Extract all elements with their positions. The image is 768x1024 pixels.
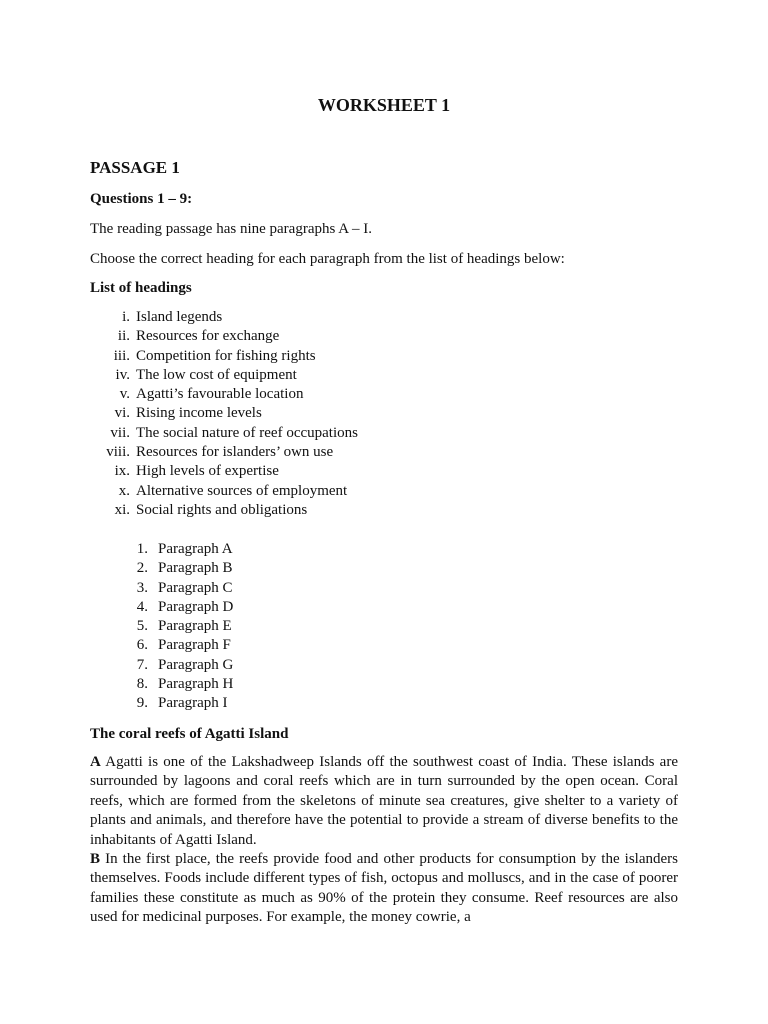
page-title: WORKSHEET 1 (317, 95, 451, 115)
heading-item (80, 347, 500, 366)
paragraph-body: In the first place, the reefs provide food and other products for consumption by the islanders themselves. Foods include different types of fish, octopus and molluscs, and in the case of poorer families these constitute as much as 90% of the protein they consume. Reef resources are also used for medicinal purposes. For example, the money cowrie, a (90, 851, 679, 926)
paragraph-item (120, 656, 420, 675)
paragraph-number: 2. (136, 560, 148, 577)
paragraph-item (120, 694, 420, 713)
paragraph-label: Paragraph C (158, 579, 233, 596)
heading-text: Rising income levels (136, 405, 262, 422)
passage-heading: PASSAGE 1 (90, 158, 180, 177)
intro-line-2: Choose the correct heading for each paragraph from the list of headings below: (90, 251, 565, 267)
paragraph-item (120, 675, 420, 694)
heading-numeral: iv. (115, 366, 130, 383)
questions-heading: Questions 1 – 9: (90, 191, 193, 207)
headings-list (80, 308, 500, 520)
heading-item (80, 404, 500, 423)
paragraph-label: Paragraph A (158, 541, 233, 557)
heading-text: Social rights and obligations (136, 501, 308, 518)
heading-item (80, 501, 500, 520)
paragraph-item (120, 636, 420, 655)
paragraph-list (120, 540, 420, 714)
heading-item (80, 424, 500, 443)
paragraph-letter: B (90, 851, 101, 867)
heading-text: The low cost of equipment (136, 366, 297, 383)
heading-numeral: ix. (114, 463, 130, 480)
heading-item (80, 385, 500, 404)
heading-text: Alternative sources of employment (136, 482, 348, 499)
paragraph-number: 7. (136, 656, 148, 673)
paragraph-letter: A (90, 754, 101, 770)
paragraph-label: Paragraph D (158, 598, 234, 615)
heading-item (80, 443, 500, 462)
intro-line-1: The reading passage has nine paragraphs A – I. (90, 221, 372, 237)
heading-numeral: vii. (110, 424, 130, 441)
heading-text: Agatti’s favourable location (136, 386, 304, 403)
paragraph-number: 5. (136, 618, 148, 635)
paragraph-label: Paragraph E (158, 618, 232, 635)
heading-numeral: x. (118, 482, 130, 499)
paragraph-item (120, 579, 420, 598)
paragraph-label: Paragraph G (158, 656, 234, 673)
heading-item (80, 482, 500, 501)
heading-item (80, 462, 500, 481)
paragraph-label: Paragraph I (158, 695, 228, 712)
heading-numeral: iii. (113, 347, 130, 364)
heading-item (80, 327, 500, 346)
paragraph-label: Paragraph H (158, 676, 234, 693)
paragraph-item (120, 559, 420, 578)
paragraph-number: 4. (136, 598, 148, 615)
heading-text: Competition for fishing rights (136, 347, 316, 364)
heading-numeral: v. (119, 386, 130, 403)
heading-numeral: ii. (117, 328, 130, 345)
heading-numeral: vi. (114, 405, 130, 422)
heading-item (80, 366, 500, 385)
heading-text: Resources for islanders’ own use (136, 444, 334, 461)
heading-text: Resources for exchange (136, 328, 280, 345)
paragraph-label: Paragraph F (158, 637, 231, 654)
paragraph-number: 9. (136, 695, 148, 712)
heading-text: The social nature of reef occupations (136, 424, 358, 441)
paragraph-item (120, 598, 420, 617)
heading-numeral: i. (122, 309, 130, 325)
paragraph-number: 8. (136, 676, 148, 693)
article-paragraph-b (90, 850, 678, 928)
paragraph-number: 3. (136, 579, 148, 596)
heading-text: Island legends (136, 309, 223, 325)
heading-item (80, 308, 500, 327)
heading-numeral: viii. (106, 444, 130, 461)
paragraph-item (120, 617, 420, 636)
paragraph-label: Paragraph B (158, 560, 233, 577)
paragraph-number: 1. (136, 541, 148, 557)
paragraph-item (120, 540, 420, 559)
heading-text: High levels of expertise (136, 463, 279, 480)
article-paragraph-a (90, 753, 678, 850)
paragraph-body: Agatti is one of the Lakshadweep Islands off the southwest coast of India. These islands are surrounded by lagoons and coral reefs which are in turn surrounded by the open ocean. Coral reefs, which are formed from the skeletons of minute sea creatures, give shelter to a variety of plants and animals, and therefore have the potential to provide a stream of diverse benefits to the inhabitants of Agatti Island. (90, 754, 678, 848)
list-of-headings-title: List of headings (90, 280, 192, 296)
heading-numeral: xi. (114, 501, 130, 518)
article-title: The coral reefs of Agatti Island (90, 726, 289, 742)
paragraph-number: 6. (136, 637, 148, 654)
